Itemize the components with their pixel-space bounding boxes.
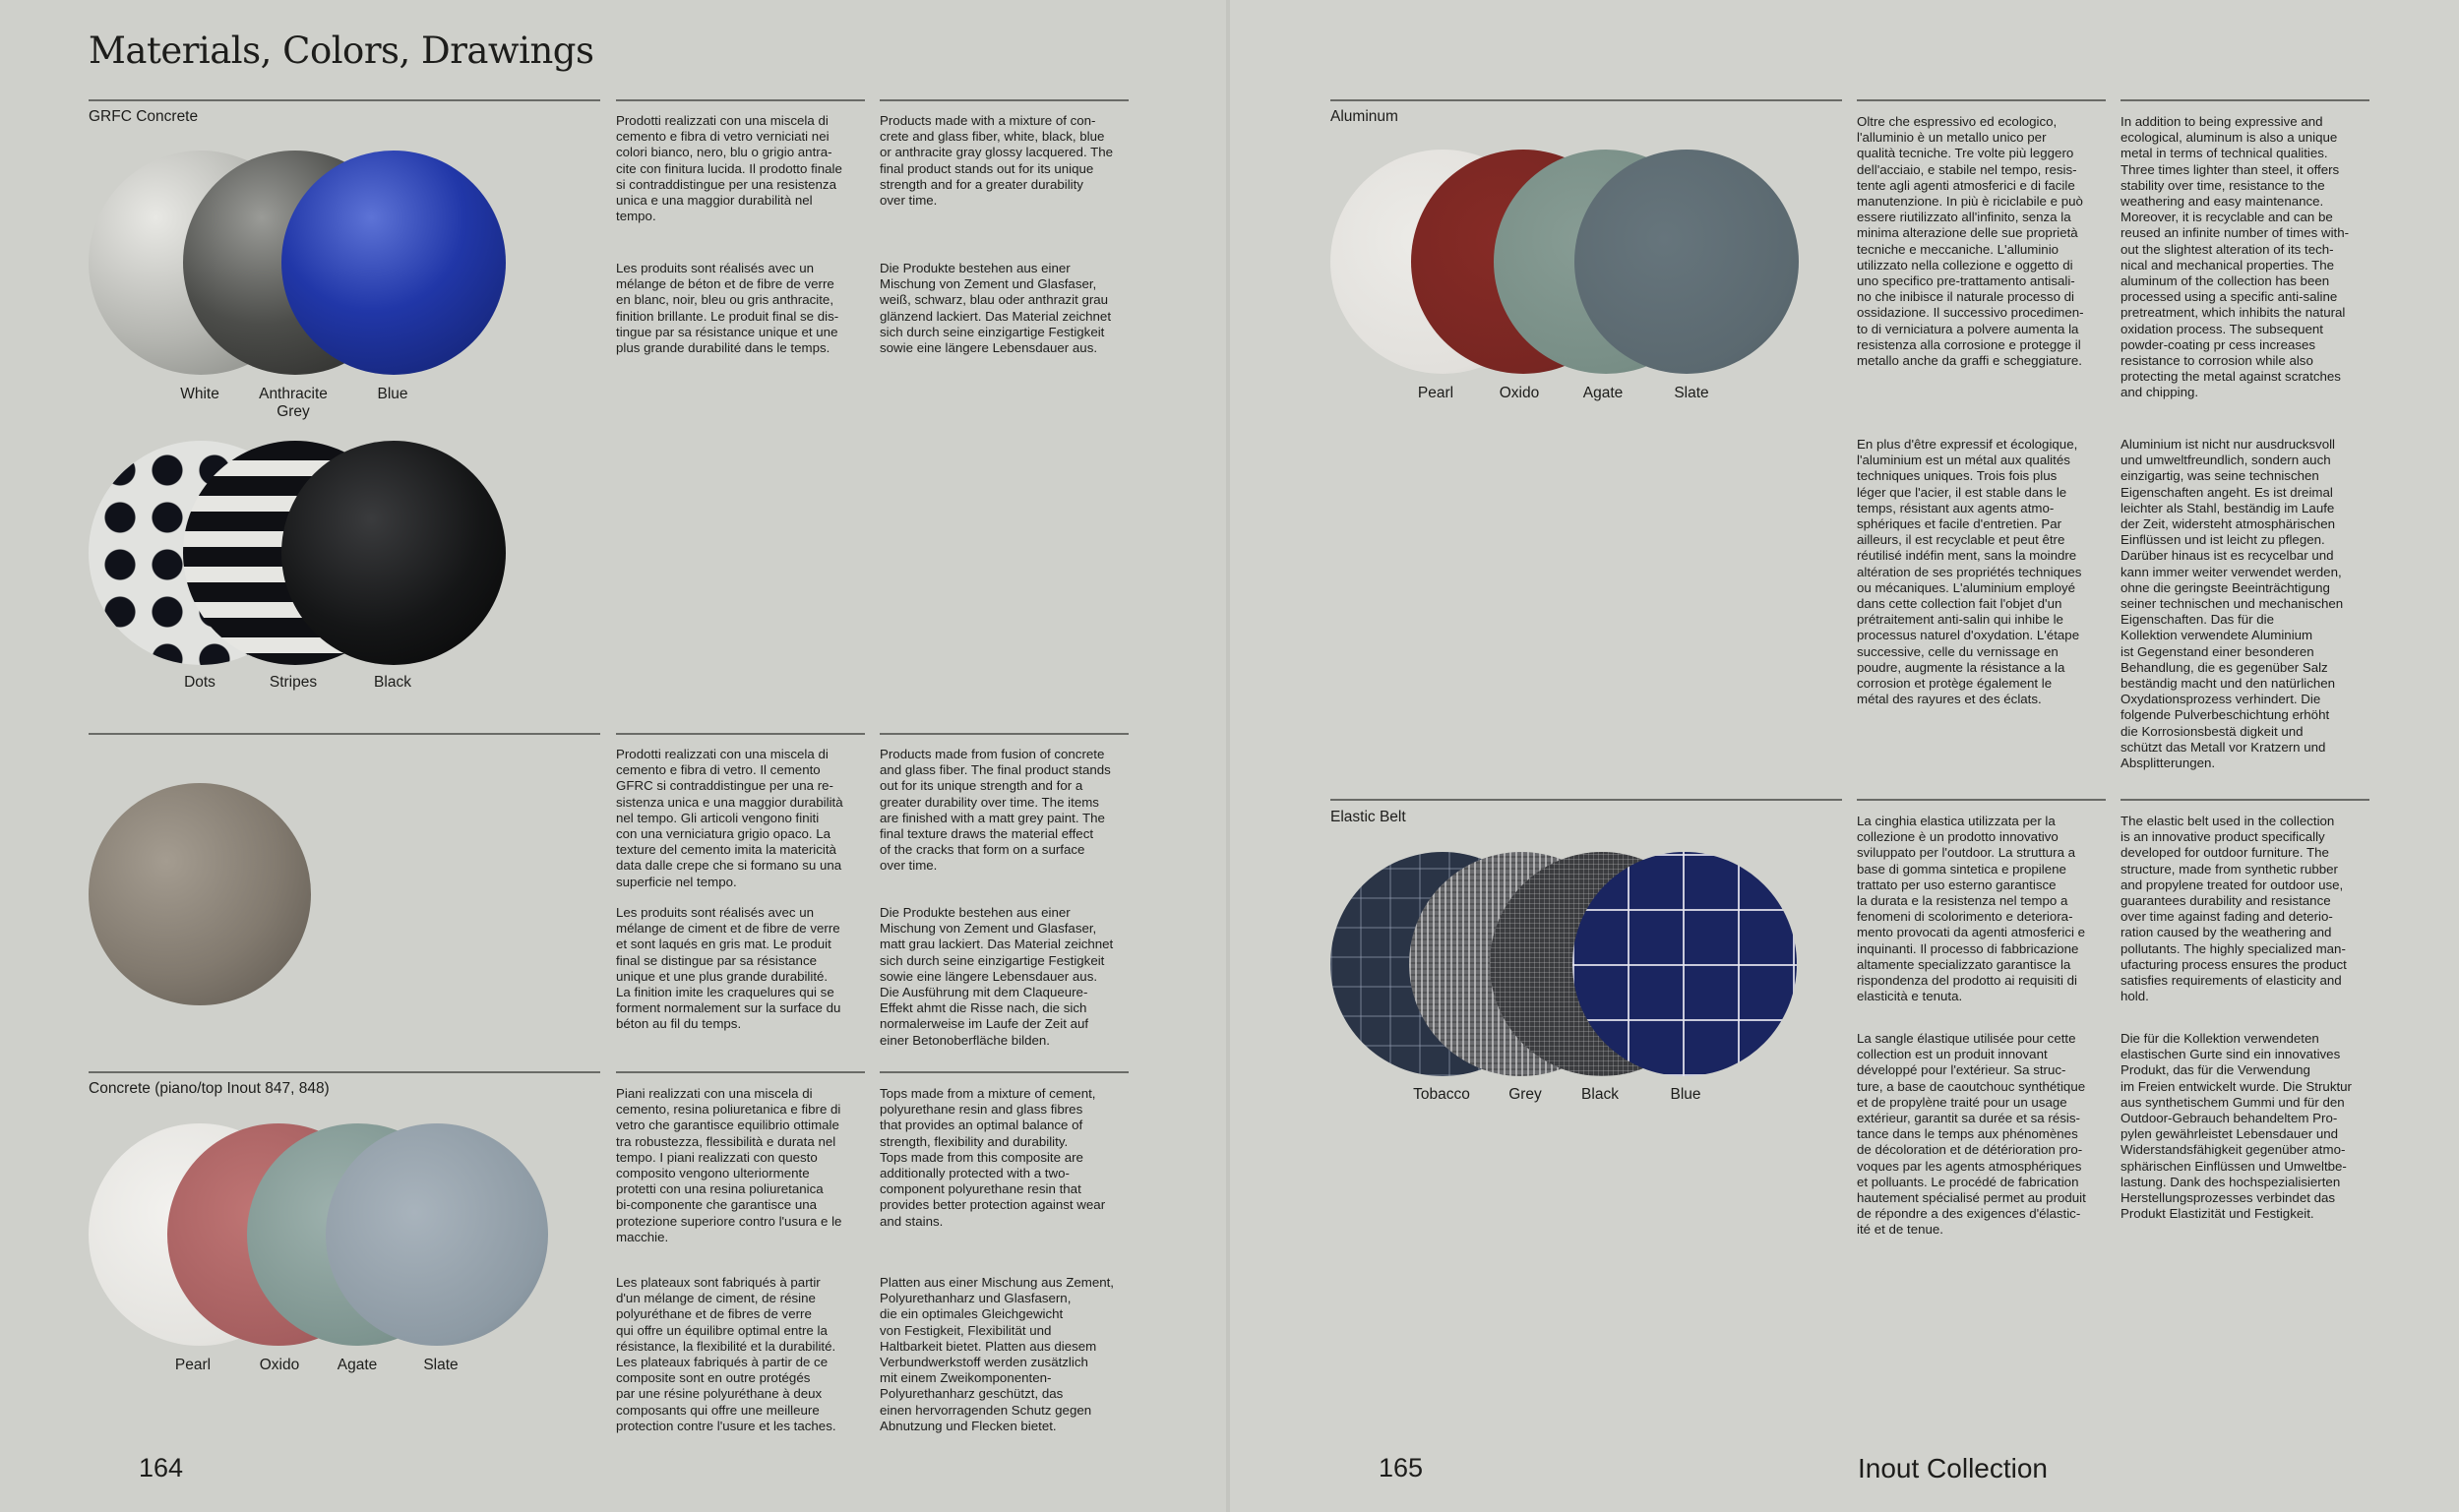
- swatch-black: [281, 441, 506, 665]
- swatch-label: Slate: [423, 1357, 459, 1373]
- swatch-label: Agate: [337, 1357, 378, 1373]
- divider-rule: [616, 1071, 865, 1073]
- divider-rule: [1857, 99, 2106, 101]
- divider-rule: [880, 1071, 1129, 1073]
- text-en: Products made with a mixture of con- crete and glass fiber, white, black, blue or anthracite gray glossy lacquered. The final product stands out for its unique strength and for a greater durability over time.: [880, 113, 1114, 209]
- swatch-blue: [281, 151, 506, 375]
- swatch-label: Dots: [184, 674, 215, 691]
- text-it: Prodotti realizzati con una miscela di cemento e fibra di vetro. Il cemento GFRC si contraddistingue per una re- sistenza unica e una maggior durabilità nel tempo. Gli articoli vengono finiti con una verniciatura grigio opaco. La texture del cemento imita la matericità data dalle crepe che si formano su una superficie nel tempo.: [616, 747, 843, 889]
- swatch-label: Anthracite Grey: [259, 386, 328, 420]
- swatch-slate: [1574, 150, 1799, 374]
- swatch-label: Blue: [377, 386, 408, 402]
- divider-rule: [1330, 99, 1842, 101]
- section-label-elastic-belt: Elastic Belt: [1330, 809, 1406, 825]
- text-fr: Les produits sont réalisés avec un mélange de ciment et de fibre de verre et sont laqués en gris mat. Le produit final se distingue par sa résistance unique et une plus grande durabilité. La finition imite les craquelures qui se forment normalement sur la surface du béton au fil du temps.: [616, 905, 841, 1032]
- swatch-label: Stripes: [269, 674, 318, 691]
- section-label-grfc: GRFC Concrete: [89, 108, 199, 125]
- swatch-label: Black: [1581, 1086, 1619, 1103]
- text-it: Oltre che espressivo ed ecologico, l'alluminio è un metallo unico per qualità tecniche. Tre volte più leggero dell'acciaio, e stabile nel tempo, resis- tente agli agenti atmosferici e di facile manutenzione. In più è riciclabile e può essere riutilizzato all'infinito, senza la minima alterazione delle sue proprietà tecniche e meccaniche. L'alluminio utilizzato nella collezione e oggetto di uno specifico pre-trattamento antisali- no che inibisce il naturale processo di ossidazione. Il successivo procedimen- to di verniciatura a polvere aumenta la resistenza alla corrosione e protegge il metallo anche da graffi e scheggiature.: [1857, 114, 2084, 369]
- divider-rule: [880, 733, 1129, 735]
- text-en: The elastic belt used in the collection is an innovative product specifically developed for outdoor furniture. The structure, made from synthetic rubber and propylene treated for outdoor use, guarantees durability and resistance over time against fading and deterio- ration caused by the weathering and pollutants. The highly specialized man- ufacturing process ensures the product satisfies requirements of elasticity and hold.: [2121, 814, 2347, 1004]
- divider-rule: [616, 733, 865, 735]
- text-fr: Les produits sont réalisés avec un mélange de béton et de fibre de verre en blanc, noir, bleu ou gris anthracite, finition brillante. Le produit final se dis- tingue par sa résistance unique et une plus grande durabilité dans le temps.: [616, 261, 839, 356]
- page-number: 164: [139, 1453, 184, 1482]
- text-en: In addition to being expressive and ecological, aluminum is also a unique metal in terms of technical qualities. Three times lighter than steel, it offers stability over time, resistance to the weathering and easy maintenance. Moreover, it is recyclable and can be reused an infinite number of times with- out the slightest alteration of its tech- nical and mechanical properties. The aluminum of the collection has been processed using a specific anti-saline pretreatment, which inhibits the natural oxidation process. The subsequent powder-coating pr cess increases resistance to corrosion while also protecting the metal against scratches and chipping.: [2121, 114, 2350, 400]
- swatch-label: Oxido: [1499, 385, 1540, 401]
- divider-rule: [1330, 799, 1842, 801]
- swatch-label: Black: [374, 674, 411, 691]
- text-fr: Les plateaux sont fabriqués à partir d'un mélange de ciment, de résine polyuréthane et de fibres de verre qui offre un équilibre optimal entre la résistance, la flexibilité et la durabilité. Les plateaux fabriqués à partir de ce composite sont en outre protégés par une résine polyuréthane à deux composants qui offre une meilleure protection contre l'usure et les taches.: [616, 1275, 836, 1433]
- text-it: Prodotti realizzati con una miscela di cemento e fibra di vetro verniciati nei colori bianco, nero, blu o grigio antra- cite con finitura lucida. Il prodotto finale si contraddistingue per una resistenza unica e una maggior durabilità nel tempo.: [616, 113, 842, 224]
- swatch-matt-grey: [89, 783, 311, 1005]
- divider-rule: [89, 1071, 600, 1073]
- divider-rule: [89, 99, 600, 101]
- swatch-slate: [326, 1123, 548, 1346]
- text-en: Tops made from a mixture of cement, polyurethane resin and glass fibres that provides an optimal balance of strength, flexibility and durability. Tops made from this composite are additionally protected with a two- component polyurethane resin that provides better protection against wear and stains.: [880, 1086, 1106, 1229]
- right-page: [1230, 0, 2459, 1512]
- page-title: Materials, Colors, Drawings: [89, 30, 594, 72]
- divider-rule: [616, 99, 865, 101]
- text-de: Platten aus einer Mischung aus Zement, Polyurethanharz und Glasfasern, die ein optimales Gleichgewicht von Festigkeit, Flexibilität und Haltbarkeit bietet. Platten aus diesem Verbundwerkstoff werden zusätzlich mit einem Zweikomponenten- Polyurethanharz geschützt, das einen hervorragenden Schutz gegen Abnutzung und Flecken bietet.: [880, 1275, 1114, 1433]
- text-fr: En plus d'être expressif et écologique, l'aluminium est un métal aux qualités techniques uniques. Trois fois plus léger que l'acier, il est stable dans le temps, résistant aux agents atmo- sphériques et facile d'entretien. Par ailleurs, il est recyclable et peut être réutilisé indéfin ment, sans la moindre altération de ses propriétés techniques ou mécaniques. L'aluminium employé dans cette collection fait l'objet d'un prétraitement anti-salin qui inhibe le processus naturel d'oxydation. L'étape successive, celle du vernissage en poudre, augmente la résistance a la corrosion et protège également le métal des rayures et des éclats.: [1857, 437, 2082, 707]
- divider-rule: [2121, 799, 2369, 801]
- text-en: Products made from fusion of concrete and glass fiber. The final product stands out for its unique strength and for a greater durability over time. The items are finished with a matt grey paint. The final texture draws the material effect of the cracks that form on a surface over time.: [880, 747, 1111, 874]
- swatch-label: Agate: [1582, 385, 1624, 401]
- text-it: La cinghia elastica utilizzata per la collezione è un prodotto innovativo sviluppato per l'outdoor. La struttura a base di gomma sintetica e propilene trattato per uso esterno garantisce la durata e la resistenza nel tempo a fenomeni di scolorimento e deteriora- mento provocati da agenti atmosferici e inquinanti. Il processo di fabbricazione altamente specializzato garantisce la rispondenza del prodotto ai requisiti di elasticità e tenuta.: [1857, 814, 2086, 1004]
- swatch-label: Pearl: [1417, 385, 1454, 401]
- swatch-blue: [1572, 852, 1797, 1076]
- text-de: Die für die Kollektion verwendeten elastischen Gurte sind ein innovatives Produkt, das für die Verwendung im Freien entwickelt wurde. Die Struktur aus synthetischem Gummi und für den Outdoor-Gebrauch behandeltem Pro- pylen gewährleistet Lebensdauer und Widerstandsfähigkeit gegenüber atmo- sphärischen Einflüssen und Umweltbe- lastung. Dank des hochspezialisierten Herstellungsprozesses verbindet das Produkt Elastizität und Festigkeit.: [2121, 1031, 2352, 1222]
- text-fr: La sangle élastique utilisée pour cette collection est un produit innovant développé pour l'extérieur. Sa struc- ture, a base de caoutchouc synthétique et de propylène traité pour un usage extérieur, garantit sa durée et sa résis- tance dans le temps aux phénomènes de décoloration et de détérioration pro- voques par les agents atmosphériques et polluants. Le procédé de fabrication hautement spécialisé permet au produit de répondre a des exigences d'élastic- ité et de tenue.: [1857, 1031, 2086, 1238]
- swatch-label: Blue: [1670, 1086, 1701, 1103]
- text-de: Die Produkte bestehen aus einer Mischung von Zement und Glasfaser, matt grau lackiert. Das Material zeichnet sich durch seine einzigartige Festigkeit sowie eine längere Lebensdauer aus. Die Ausführung mit dem Claqueure- Effekt ahmt die Risse nach, die sich normalerweise im Laufe der Zeit auf einer Betonoberfläche bilden.: [880, 905, 1114, 1048]
- divider-rule: [1857, 799, 2106, 801]
- swatch-label: Pearl: [174, 1357, 212, 1373]
- page-number: 165: [1379, 1453, 1424, 1482]
- divider-rule: [880, 99, 1129, 101]
- swatch-label: White: [180, 386, 219, 402]
- text-it: Piani realizzati con una miscela di cemento, resina poliuretanica e fibre di vetro che garantisce equilibrio ottimale tra robustezza, flessibilità e durata nel tempo. I piani realizzati con questo composito vengono ulteriormente protetti con una resina poliuretanica bi-componente che garantisce una protezione superiore contro l'usura e le macchie.: [616, 1086, 842, 1244]
- swatch-label: Oxido: [259, 1357, 300, 1373]
- divider-rule: [2121, 99, 2369, 101]
- swatch-label: Slate: [1674, 385, 1709, 401]
- swatch-label: Tobacco: [1413, 1086, 1470, 1103]
- left-page: [0, 0, 1226, 1512]
- collection-name: Inout Collection: [1858, 1453, 2049, 1483]
- section-label-concrete-top: Concrete (piano/top Inout 847, 848): [89, 1080, 330, 1097]
- swatch-label: Grey: [1508, 1086, 1542, 1103]
- section-label-aluminum: Aluminum: [1330, 108, 1398, 125]
- text-de: Die Produkte bestehen aus einer Mischung von Zement und Glasfaser, weiß, schwarz, blau oder anthrazit grau glänzend lackiert. Das Material zeichnet sich durch seine einzigartige Festigkeit sowie eine längere Lebensdauer aus.: [880, 261, 1112, 356]
- divider-rule: [89, 733, 600, 735]
- text-de: Aluminium ist nicht nur ausdrucksvoll und umweltfreundlich, sondern auch einzigartig, was seine technischen Eigenschaften angeht. Es ist dreimal leichter als Stahl, beständig im Laufe der Zeit, widersteht atmosphärischen Einflüssen und ist leicht zu pflegen. Darüber hinaus ist es recycelbar und kann immer weiter verwendet werden, ohne die geringste Beeinträchtigung seiner technischen und mechanischen Eigenschaften. Das für die Kollektion verwendete Aluminium ist Gegenstand einer besonderen Behandlung, die es gegenüber Salz beständig macht und den natürlichen Oxydationsprozess verhindert. Die folgende Pulverbeschichtung erhöht die Korrosionsbestä digkeit und schützt das Metall vor Kratzern und Absplitterungen.: [2121, 437, 2344, 771]
